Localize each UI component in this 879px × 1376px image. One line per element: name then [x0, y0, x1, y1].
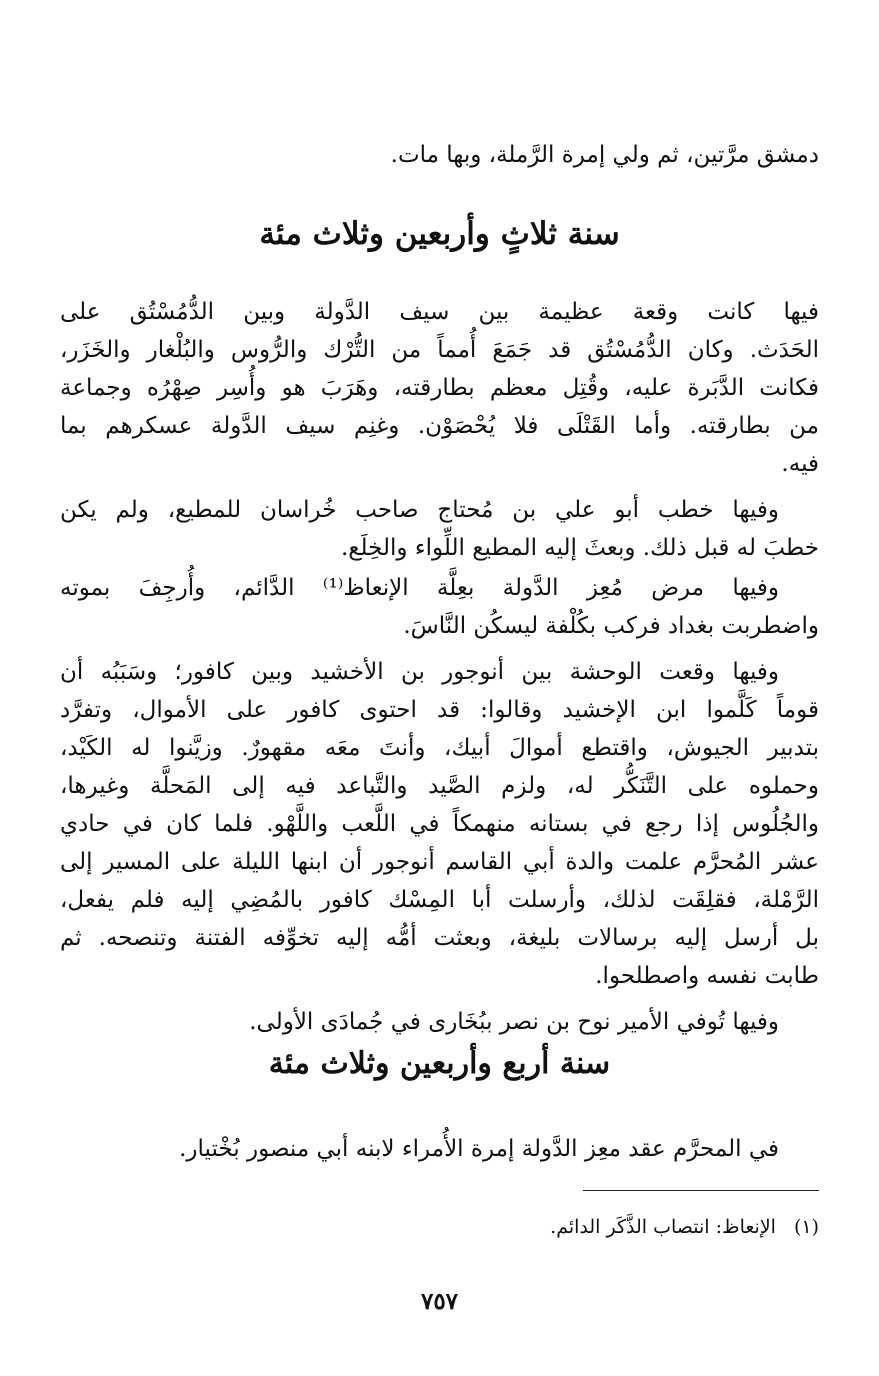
page-number: ٧٥٧ — [420, 1288, 459, 1315]
paragraph-line: واضطربت بغداد فركب بكُلْفة ليسكُن النَّاسَ. — [403, 613, 819, 639]
paragraph-line: في المحرَّم عقد معِز الدَّولة إمرة الأُمراء لابنه أبي منصور بُخْتيار. — [179, 1136, 779, 1162]
paragraph-line: وفيها وقعت الوحشة بين أنوجور بن الأخشيد وبين كافور؛ وسَبَبُه أن — [60, 659, 779, 685]
footnote-marker: (١) — [793, 1216, 819, 1238]
paragraph-line: الحَدَث. وكان الدُّمُسْتُق قد جَمَعَ أُمماً من التُّرْك والرُّوس والبُلْغار والخَزَر، — [60, 337, 819, 363]
paragraph-line: فكانت الدَّبَرة عليه، وقُتِل معظم بطارقته، وهَرَبَ هو وأُسِر صِهْرُه وجماعة — [60, 375, 819, 401]
section-heading-343: سنة ثلاثٍ وأربعين وثلاث مئة — [259, 216, 620, 252]
paragraph-line: فيه. — [781, 451, 819, 477]
paragraph-line: وفيها خطب أبو علي بن مُحتاج صاحب خُراسان للمطيع، ولم يكن — [60, 497, 779, 523]
paragraph-line: من بطارقته. وأما القَتْلَى فلا يُحْصَوْن. وغنِم سيف الدَّولة عسكرهم بما — [60, 413, 819, 439]
paragraph-line: بل أرسل إليه برسالات بليغة، وبعثت أمُّه إليه تخوِّفه الفتنة وتنصحه. ثم — [60, 925, 819, 951]
paragraph-line: وحملوه على التَّنَكُّر له، ولزم الصَّيد والتَّباعد فيه إلى المَحلَّة وغيرها، — [60, 773, 819, 799]
paragraph-line: وفيها تُوفي الأمير نوح بن نصر ببُخَارى في جُمادَى الأولى. — [249, 1009, 779, 1035]
paragraph-line: والجُلُوس إذا رجع في بستانه منهمكاً في اللَّعب واللَّهْو. فلما كان في حادي — [60, 811, 819, 837]
section-heading-344: سنة أربع وأربعين وثلاث مئة — [268, 1046, 611, 1081]
paragraph-line: وفيها مرض مُعِز الدَّولة بعِلَّة الإنعاظ⁽¹⁾ الدَّائم، وأُرجِفَ بموته — [60, 575, 779, 601]
footnote-text: الإنعاظ: انتصاب الذَّكَر الدائم. — [550, 1216, 776, 1238]
footnote — [550, 1212, 819, 1242]
paragraph-line: خطبَ له قبل ذلك. وبعثَ إليه المطيع اللِّواء والخِلَع. — [340, 535, 819, 561]
footnote-divider — [583, 1190, 819, 1191]
paragraph-line: عشر المُحرَّم علمت والدة أبي القاسم أنوجور أن ابنها الليلة على المسير إلى — [60, 849, 819, 875]
paragraph-line: طابت نفسه واصطلحوا. — [595, 963, 819, 989]
paragraph-line: فيها كانت وقعة عظيمة بين سيف الدَّولة وبين الدُّمُسْتُق على — [60, 299, 819, 325]
paragraph-line: بتدبير الجيوش، واقتطع أموالَ أبيك، وأنتَ معَه مقهورٌ. وزيَّنوا له الكَيْد، — [60, 735, 819, 761]
paragraph-line: قوماً كَلَّموا ابن الإخشيد وقالوا: قد احتوى كافور على الأموال، وتفرَّد — [60, 697, 819, 723]
intro-line: دمشق مرَّتين، ثم ولي إمرة الرَّملة، وبها مات. — [390, 142, 819, 168]
paragraph-line: الرَّمْلة، فقلِقَت لذلك، وأرسلت أبا المِسْك كافور بالمُضِي إليه فلم يفعل، — [60, 887, 819, 913]
